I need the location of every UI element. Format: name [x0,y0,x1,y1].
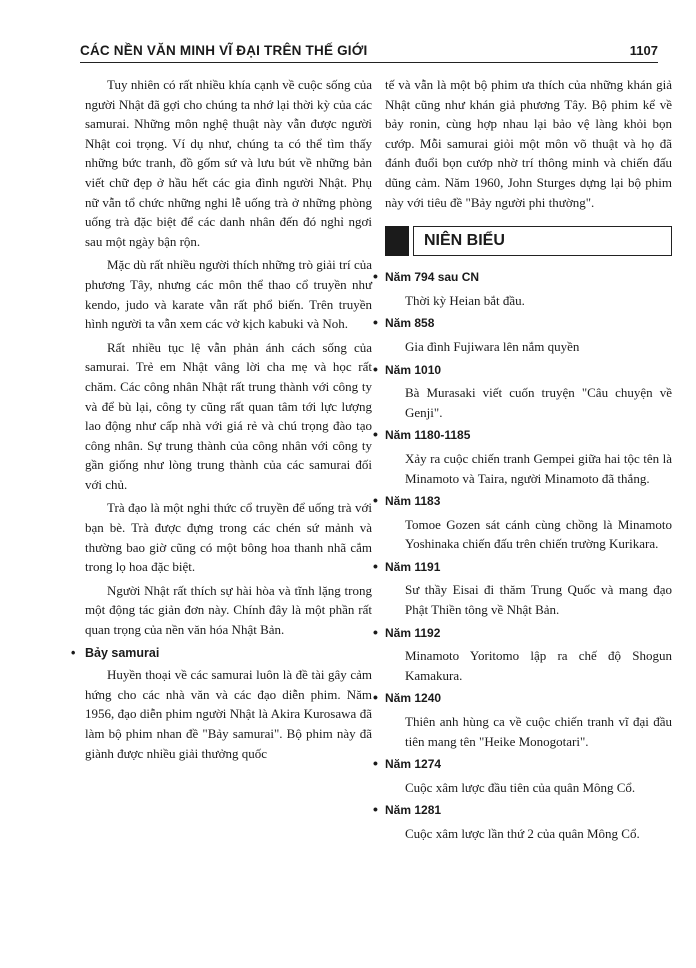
timeline-year [373,314,672,334]
bullet-icon: • [373,268,378,285]
year-label: Năm 1010 [385,362,442,377]
section-title: NIÊN BIỂU [413,226,672,256]
right-column [373,75,672,848]
paragraph: tế và vẫn là một bộ phim ưa thích của những khán giả Nhật cũng như khán giả phương Tây. Bộ phim kể về bảy ronin, cùng hợp nhau lại bảo vệ làng khỏi bọn cướp. Mỗi samurai giỏi một môn võ thuật và họ đã đánh đuổi bọn cướp nhờ trí thông minh và chiến đấu dũng cảm. Năm 1960, John Sturges dựng lại bộ phim này với tiêu đề "Bảy người phi thường". [385,77,672,210]
page-number: 1107 [629,43,658,58]
paragraph: Người Nhật rất thích sự hài hòa và tĩnh lặng trong một động tác giản đơn này. Chính đây là một phần rất quan trọng của nền văn hóa Nhật Bản. [85,582,372,638]
bullet-icon: • [373,314,378,331]
bullet-icon: • [373,689,378,706]
bullet-icon: • [373,492,378,509]
bullet-icon: • [373,426,378,443]
timeline-year [373,801,672,821]
paragraph: Tuy nhiên có rất nhiều khía cạnh về cuộc sống của người Nhật đã gợi cho chúng ta nhớ lại thời kỳ của các samurai. Những môn nghệ thuật này vẫn được người Nhật coi trọng. Ví dụ như, chúng ta có thể tìm thấy những bức tranh, đồ gốm sứ và lưu bút về những bản viết chữ đẹp ở hầu hết các gia đình người Nhật. Phụ nữ vẫn tổ chức những nghi lễ uống trà ở những phòng uống trà đặc biệt để các danh nhân đến đó nghỉ ngơi sau một ngày bận rộn. [85,77,372,249]
year-label: Năm 1192 [385,625,441,640]
page-header [80,40,658,63]
paragraph: Rất nhiều tục lệ vẫn phản ánh cách sống của samurai. Trẻ em Nhật vâng lời cha mẹ và học rất chăm. Các công nhân Nhật rất trung thành với công ty và để bù lại, công ty cũng rất quan tâm tới lực lượng lao động như cấp nhà với giá rẻ và chú trọng đào tạo công nhân. Sự trung thành của công nhân với công ty gần giống như lòng trung thành của các samurai đối với chủ. [85,339,372,492]
section-heading [385,226,672,256]
year-label: Năm 1240 [385,691,442,706]
timeline-year [373,755,672,775]
bullet-icon: • [373,557,378,574]
left-column [71,75,372,767]
timeline-event: Sư thầy Eisai đi thăm Trung Quốc và mang đạo Phật Thiền tông về Nhật Bản. [405,582,672,618]
timeline-event: Tomoe Gozen sát cánh cùng chồng là Minamoto Yoshinaka chiến đấu trên chiến trường Kurikara. [405,516,672,552]
running-title: CÁC NỀN VĂN MINH VĨ ĐẠI TRÊN THẾ GIỚI [80,43,368,58]
timeline-event: Bà Murasaki viết cuốn truyện "Câu chuyện về Genji". [405,385,672,420]
paragraph: Huyền thoại về các samurai luôn là đề tài gây cảm hứng cho các nhà văn và các đạo diễn phim. Năm 1956, đạo diễn phim người Nhật là Akira Kurosawa đã làm bộ phim nhan đề "Bảy samurai". Bộ phim này đã giành được nhiều giải thưởng quốc [85,667,372,761]
year-label: Năm 858 [385,316,435,331]
timeline-year [373,623,672,644]
year-label: Năm 1274 [385,757,442,772]
timeline-year [373,689,672,709]
bullet-icon: • [373,755,378,772]
timeline-year [373,426,672,446]
timeline-event: Xảy ra cuộc chiến tranh Gempei giữa hai tộc tên là Minamoto và Taira, người Minamoto đã thắng. [405,450,672,486]
timeline-event: Thời kỳ Heian bắt đầu. [405,292,525,308]
year-label: Năm 1281 [385,803,442,818]
timeline-event: Minamoto Yoritomo lập ra chế độ Shogun Kamakura. [405,648,672,683]
timeline-year [373,557,672,578]
bullet-icon: • [373,623,378,640]
timeline-event: Thiên anh hùng ca về cuộc chiến tranh vĩ đại đầu tiên mang tên "Heike Monogotari". [405,714,672,749]
bullet-icon: • [373,801,378,818]
year-label: Năm 1191 [385,559,441,574]
timeline-event: Cuộc xâm lược lần thứ 2 của quân Mông Cổ. [405,826,640,841]
subheading [71,644,372,664]
timeline-event: Cuộc xâm lược đầu tiên của quân Mông Cổ. [405,779,636,795]
paragraph: Mặc dù rất nhiều người thích những trò giải trí của phương Tây, nhưng các môn thể thao cổ truyền như kendo, judo và karate vẫn rất phổ biến. Trên truyền hình người ta vẫn xem các vở kịch kabuki và Noh. [85,257,372,332]
timeline [373,268,672,843]
subheading-text: Bảy samurai [85,645,160,660]
year-label: Năm 794 sau CN [385,270,480,285]
timeline-year [373,268,672,288]
paragraph: Trà đạo là một nghi thức cổ truyền để uống trà với bạn bè. Trà được đựng trong các chén sứ mảnh và thường bao giờ cũng có một bông hoa thanh nhã cắm trong lọ hoa đặc biệt. [85,500,372,575]
bullet-icon: • [71,645,76,660]
timeline-event: Gia đình Fujiwara lên nắm quyền [405,338,580,354]
timeline-year [373,360,672,381]
year-label: Năm 1180-1185 [385,428,471,443]
year-label: Năm 1183 [385,494,441,509]
bullet-icon: • [373,360,378,377]
timeline-year [373,492,672,512]
heading-block-icon [385,226,409,256]
